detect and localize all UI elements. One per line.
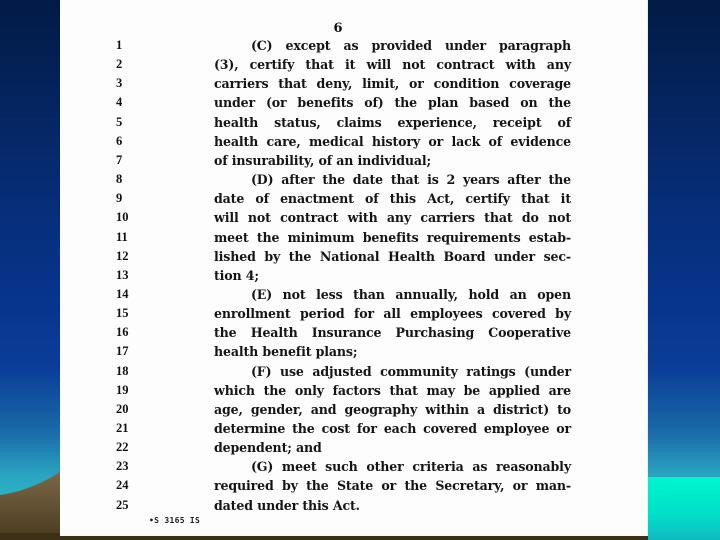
line-text: enrollment period for all employees covered by — [214, 306, 571, 322]
line-number: 9 — [116, 191, 123, 206]
line-text: dependent; and — [214, 440, 322, 456]
line-number: 14 — [116, 286, 129, 301]
line-number: 3 — [116, 76, 123, 91]
line-number: 16 — [116, 325, 129, 340]
line-number: 18 — [116, 363, 129, 378]
water-band — [648, 477, 720, 540]
hill-shape — [0, 472, 60, 540]
line-number: 5 — [116, 114, 123, 129]
line-text: (C) except as provided under paragraph — [251, 38, 571, 53]
line-text: (E) not less than annually, hold an open — [251, 286, 571, 302]
bill-footer-code: •S 3165 IS — [149, 516, 201, 525]
line-number: 7 — [116, 152, 123, 167]
line-text: age, gender, and geography within a district) to — [214, 401, 571, 417]
line-text: carriers that deny, limit, or condition coverage — [214, 76, 571, 92]
line-number: 20 — [116, 401, 129, 416]
line-number: 22 — [116, 440, 129, 455]
line-text: the Health Insurance Purchasing Cooperative — [214, 325, 571, 341]
line-number: 17 — [116, 344, 129, 359]
line-number: 11 — [116, 229, 128, 244]
line-number: 15 — [116, 306, 129, 321]
line-number: 6 — [116, 133, 123, 148]
line-text: required by the State or the Secretary, or man- — [214, 478, 571, 494]
line-text: which the only factors that may be applied are — [214, 382, 571, 398]
line-number: 13 — [116, 267, 129, 282]
line-text: (F) use adjusted community ratings (under — [251, 363, 571, 379]
line-text: dated under this Act. — [214, 497, 360, 513]
page-number: 6 — [333, 21, 343, 36]
line-text: (3), certify that it will not contract with any — [214, 57, 571, 73]
line-number: 19 — [116, 382, 129, 397]
line-text: health status, claims experience, receipt of — [214, 114, 571, 130]
line-number: 24 — [116, 478, 129, 493]
line-number: 23 — [116, 459, 129, 474]
line-text: tion 4; — [214, 267, 259, 283]
line-text: health care, medical history or lack of evidence — [214, 133, 571, 149]
document-page — [60, 0, 648, 536]
line-number: 8 — [116, 172, 123, 187]
line-number: 21 — [116, 421, 129, 435]
line-number: 1 — [116, 38, 123, 52]
line-number: 4 — [116, 95, 123, 110]
line-text: will not contract with any carriers that do not — [214, 210, 571, 226]
line-number: 25 — [116, 497, 129, 512]
line-number: 10 — [116, 210, 129, 225]
line-number: 2 — [116, 57, 123, 72]
line-text: health benefit plans; — [214, 344, 358, 360]
line-text: of insurability, of an individual; — [214, 152, 432, 168]
line-text: (D) after the date that is 2 years after the — [251, 172, 571, 188]
line-text: (G) meet such other criteria as reasonably — [251, 459, 571, 475]
line-text: meet the minimum benefits requirements estab- — [214, 229, 571, 245]
line-number: 12 — [116, 248, 129, 263]
line-text: lished by the National Health Board under sec- — [214, 248, 571, 264]
line-text: under (or benefits of) the plan based on the — [214, 95, 571, 111]
line-text: determine the cost for each covered employee or — [214, 421, 571, 436]
line-text: date of enactment of this Act, certify that it — [214, 191, 571, 207]
